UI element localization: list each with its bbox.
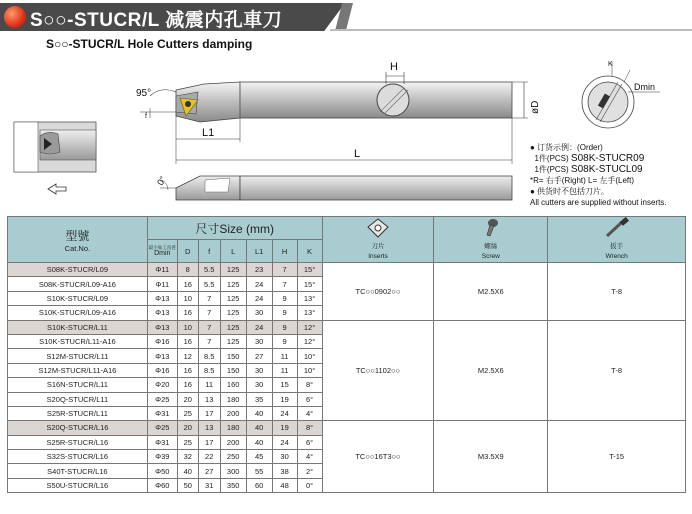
size-cell-dmin: Φ11 xyxy=(147,277,177,291)
size-cell-dmin: Φ13 xyxy=(147,320,177,334)
size-cell-h: 9 xyxy=(272,320,297,334)
size-cell-l: 250 xyxy=(220,450,246,464)
size-cell-h: 9 xyxy=(272,306,297,320)
size-cell-l: 125 xyxy=(220,320,246,334)
wrench-icon xyxy=(603,217,631,239)
insert-cell: TC○○0902○○ xyxy=(322,263,434,321)
size-cell-l: 125 xyxy=(220,291,246,305)
size-cell-l: 180 xyxy=(220,392,246,406)
size-cell-d: 16 xyxy=(177,363,198,377)
size-cell-k: 4° xyxy=(297,406,322,420)
size-cell-l1: 23 xyxy=(246,263,272,277)
size-cell-h: 38 xyxy=(272,464,297,478)
order-code-2: S08K-STUCL09 xyxy=(570,164,643,175)
dim-l-label: L xyxy=(354,148,361,160)
size-cell-l: 150 xyxy=(220,349,246,363)
size-cell-l1: 24 xyxy=(246,291,272,305)
size-cell-k: 13° xyxy=(297,291,322,305)
size-cell-dmin: Φ39 xyxy=(147,450,177,464)
size-cell-l1: 60 xyxy=(246,478,272,492)
screw-cell: M2.5X6 xyxy=(434,320,548,421)
size-cell-f: 7 xyxy=(198,334,220,348)
col-k: K xyxy=(297,240,322,263)
col-dmin: 最小加工直徑 Dmin xyxy=(147,240,177,263)
size-cell-l1: 24 xyxy=(246,320,272,334)
size-cell-d: 40 xyxy=(177,464,198,478)
size-cell-l: 125 xyxy=(220,263,246,277)
size-cell-k: 2° xyxy=(297,464,322,478)
end-view xyxy=(582,62,660,128)
size-cell-l: 350 xyxy=(220,478,246,492)
table-row xyxy=(8,421,686,435)
col-f: f xyxy=(198,240,220,263)
cat-no-cell: S10K-STUCR/L11-A16 xyxy=(8,334,148,348)
size-cell-k: 0° xyxy=(297,478,322,492)
size-cell-k: 13° xyxy=(297,306,322,320)
cat-no-cell: S12M-STUCR/L11-A16 xyxy=(8,363,148,377)
size-cell-h: 11 xyxy=(272,349,297,363)
size-cell-f: 13 xyxy=(198,392,220,406)
angle-95-label: 95° xyxy=(136,88,152,99)
size-cell-k: 15° xyxy=(297,277,322,291)
dim-l1-label: L1 xyxy=(202,127,215,139)
cat-no-cell: S12M-STUCR/L11 xyxy=(8,349,148,363)
angle-0-label: 0° xyxy=(155,174,169,187)
table-row xyxy=(8,263,686,277)
order-example xyxy=(530,142,690,208)
size-cell-l1: 40 xyxy=(246,435,272,449)
cat-no-cell: S20Q-STUCR/L11 xyxy=(8,392,148,406)
size-cell-dmin: Φ50 xyxy=(147,464,177,478)
size-cell-f: 22 xyxy=(198,450,220,464)
insert-icon xyxy=(365,217,391,239)
size-cell-k: 15° xyxy=(297,263,322,277)
order-code-1: S08K-STUCR09 xyxy=(570,153,645,164)
spec-table-body xyxy=(8,263,686,493)
size-cell-l1: 45 xyxy=(246,450,272,464)
col-l1: L1 xyxy=(246,240,272,263)
page-title: S○○-STUCR/L 减震内孔車刀 xyxy=(30,10,283,31)
size-cell-dmin: Φ13 xyxy=(147,291,177,305)
size-cell-l1: 24 xyxy=(246,277,272,291)
size-cell-d: 50 xyxy=(177,478,198,492)
cat-no-cell: S10K-STUCR/L11 xyxy=(8,320,148,334)
col-h: H xyxy=(272,240,297,263)
size-cell-f: 8.5 xyxy=(198,349,220,363)
size-cell-l1: 27 xyxy=(246,349,272,363)
cat-no-cell: S50U-STUCR/L16 xyxy=(8,478,148,492)
cat-no-cell: S08K-STUCR/L09-A16 xyxy=(8,277,148,291)
screw-cell: M3.5X9 xyxy=(434,421,548,493)
order-note-rl: *R= 右手(Right) L= 左手(Left) xyxy=(530,176,635,185)
size-cell-h: 24 xyxy=(272,406,297,420)
size-cell-f: 7 xyxy=(198,306,220,320)
col-d: D xyxy=(177,240,198,263)
size-cell-l1: 40 xyxy=(246,406,272,420)
size-cell-dmin: Φ60 xyxy=(147,478,177,492)
size-cell-k: 8° xyxy=(297,378,322,392)
size-cell-d: 20 xyxy=(177,421,198,435)
size-cell-d: 20 xyxy=(177,392,198,406)
size-cell-k: 12° xyxy=(297,334,322,348)
order-note-cn: ● 供货时不包括刀片。 xyxy=(530,187,610,196)
size-cell-l: 125 xyxy=(220,277,246,291)
size-cell-h: 9 xyxy=(272,291,297,305)
size-cell-dmin: Φ16 xyxy=(147,363,177,377)
size-cell-dmin: Φ13 xyxy=(147,349,177,363)
cat-no-cell: S10K-STUCR/L09 xyxy=(8,291,148,305)
col-inserts: 刀片 Inserts xyxy=(322,217,434,263)
size-cell-k: 12° xyxy=(297,320,322,334)
size-cell-f: 31 xyxy=(198,478,220,492)
col-wrench: 扳手 Wrench xyxy=(548,217,686,263)
size-cell-d: 10 xyxy=(177,291,198,305)
cat-no-cell: S40T-STUCR/L16 xyxy=(8,464,148,478)
size-cell-d: 16 xyxy=(177,378,198,392)
size-cell-k: 10° xyxy=(297,363,322,377)
size-cell-h: 7 xyxy=(272,277,297,291)
page-header xyxy=(0,0,692,34)
size-cell-k: 6° xyxy=(297,435,322,449)
size-cell-l: 200 xyxy=(220,435,246,449)
size-cell-d: 16 xyxy=(177,334,198,348)
size-cell-dmin: Φ11 xyxy=(147,263,177,277)
size-cell-dmin: Φ13 xyxy=(147,306,177,320)
cat-no-cell: S25R-STUCR/L16 xyxy=(8,435,148,449)
wrench-cell: T-15 xyxy=(548,421,686,493)
bore-illustration xyxy=(14,122,96,172)
screw-icon xyxy=(481,217,501,239)
size-cell-l1: 35 xyxy=(246,392,272,406)
size-cell-f: 8.5 xyxy=(198,363,220,377)
size-cell-l: 150 xyxy=(220,363,246,377)
size-cell-d: 8 xyxy=(177,263,198,277)
size-cell-dmin: Φ25 xyxy=(147,421,177,435)
size-cell-d: 12 xyxy=(177,349,198,363)
size-cell-d: 25 xyxy=(177,435,198,449)
size-cell-f: 13 xyxy=(198,421,220,435)
spec-table xyxy=(7,216,686,493)
cat-no-cell: S32S-STUCR/L16 xyxy=(8,450,148,464)
size-cell-k: 8° xyxy=(297,421,322,435)
dim-h-label: H xyxy=(390,61,398,73)
col-screw: 螺絲 Screw xyxy=(434,217,548,263)
wrench-cell: T-8 xyxy=(548,263,686,321)
size-cell-l1: 30 xyxy=(246,306,272,320)
order-line-2: 1件(PCS) S08K-STUCL09 xyxy=(534,164,643,175)
size-cell-h: 24 xyxy=(272,435,297,449)
cat-no-cell: S16N-STUCR/L11 xyxy=(8,378,148,392)
size-cell-l: 300 xyxy=(220,464,246,478)
size-cell-l1: 40 xyxy=(246,421,272,435)
size-cell-f: 5.5 xyxy=(198,263,220,277)
cat-no-cell: S10K-STUCR/L09-A16 xyxy=(8,306,148,320)
size-cell-f: 7 xyxy=(198,291,220,305)
dim-k-label: K xyxy=(608,61,613,68)
table-row xyxy=(8,320,686,334)
size-cell-dmin: Φ20 xyxy=(147,378,177,392)
size-cell-l: 160 xyxy=(220,378,246,392)
wrench-cell: T-8 xyxy=(548,320,686,421)
size-cell-l1: 30 xyxy=(246,334,272,348)
size-cell-l1: 30 xyxy=(246,378,272,392)
size-cell-d: 16 xyxy=(177,306,198,320)
dim-dmin-label: Dmin xyxy=(634,82,656,92)
size-cell-d: 10 xyxy=(177,320,198,334)
size-cell-h: 9 xyxy=(272,334,297,348)
order-title: ● 订货示例：(Order) xyxy=(530,143,603,152)
size-cell-f: 17 xyxy=(198,435,220,449)
size-cell-l1: 30 xyxy=(246,363,272,377)
page-subtitle: S○○-STUCR/L Hole Cutters damping xyxy=(46,37,253,51)
cat-no-cell: S25R-STUCR/L11 xyxy=(8,406,148,420)
insert-cell: TC○○1102○○ xyxy=(322,320,434,421)
size-cell-l: 125 xyxy=(220,334,246,348)
size-cell-l1: 55 xyxy=(246,464,272,478)
insert-cell: TC○○16T3○○ xyxy=(322,421,434,493)
order-line-1: 1件(PCS) S08K-STUCR09 xyxy=(534,153,645,164)
col-size: 尺寸Size (mm) xyxy=(147,217,322,240)
size-cell-f: 11 xyxy=(198,378,220,392)
size-cell-k: 6° xyxy=(297,392,322,406)
size-cell-d: 16 xyxy=(177,277,198,291)
size-cell-f: 7 xyxy=(198,320,220,334)
size-cell-dmin: Φ16 xyxy=(147,334,177,348)
bullet-dot-icon xyxy=(4,6,26,28)
size-cell-k: 4° xyxy=(297,450,322,464)
size-cell-d: 25 xyxy=(177,406,198,420)
size-cell-dmin: Φ31 xyxy=(147,406,177,420)
size-cell-f: 5.5 xyxy=(198,277,220,291)
cat-no-cell: S08K-STUCR/L09 xyxy=(8,263,148,277)
col-l: L xyxy=(220,240,246,263)
size-cell-h: 30 xyxy=(272,450,297,464)
size-cell-dmin: Φ25 xyxy=(147,392,177,406)
size-cell-dmin: Φ31 xyxy=(147,435,177,449)
size-cell-l: 180 xyxy=(220,421,246,435)
size-cell-h: 15 xyxy=(272,378,297,392)
boring-bar-top-view xyxy=(140,72,528,164)
size-cell-k: 10° xyxy=(297,349,322,363)
size-cell-h: 7 xyxy=(272,263,297,277)
size-cell-h: 11 xyxy=(272,363,297,377)
size-cell-h: 48 xyxy=(272,478,297,492)
boring-bar-side-view xyxy=(160,176,512,200)
col-model: 型號 Cat.No. xyxy=(8,217,148,263)
size-cell-h: 19 xyxy=(272,392,297,406)
size-cell-d: 32 xyxy=(177,450,198,464)
size-cell-f: 27 xyxy=(198,464,220,478)
feed-arrow-icon xyxy=(48,184,66,194)
size-cell-f: 17 xyxy=(198,406,220,420)
dim-f-label: f xyxy=(145,113,147,120)
screw-cell: M2.5X6 xyxy=(434,263,548,321)
cat-no-cell: S20Q-STUCR/L16 xyxy=(8,421,148,435)
size-cell-l: 125 xyxy=(220,306,246,320)
size-cell-h: 19 xyxy=(272,421,297,435)
dim-d-label: øD xyxy=(530,100,541,114)
header-rule xyxy=(330,29,692,31)
size-cell-l: 200 xyxy=(220,406,246,420)
order-note-en: All cutters are supplied without inserts. xyxy=(530,198,667,207)
